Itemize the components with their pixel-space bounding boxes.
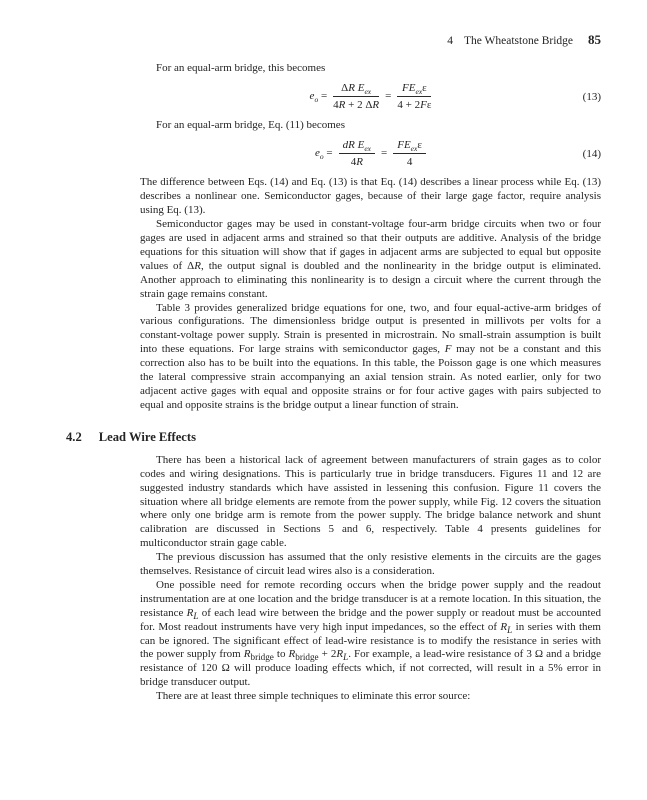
eq13-equation-number: (13) (582, 90, 601, 103)
intro-line-equal-arm: For an equal-arm bridge, this becomes (156, 62, 326, 74)
eq13-numerator-1: ΔR $E_{ex}$ (333, 82, 379, 97)
eq13-equals-sign: = (385, 90, 392, 103)
section-title: Lead Wire Effects (98, 429, 196, 444)
section-heading (66, 430, 601, 445)
equation-14 (140, 133, 601, 176)
eq13-lhs: $e_o$ = (309, 90, 328, 105)
equation-14-body (315, 139, 426, 168)
eq14-numerator-1: dR $E_{ex}$ (339, 139, 375, 154)
eq14-fraction-2 (393, 139, 426, 168)
para-difference: The difference between Eqs. (14) and Eq. (13) is that Eq. (14) describes a linear process while Eq. (13) describes a nonlinear one. Semiconductor gages, because of their large gage factor, require analysis using Eq. (13). (140, 176, 601, 217)
chapter-number: 4 (447, 35, 453, 47)
intro-line-eq11: For an equal-arm bridge, Eq. (11) becomes (156, 119, 345, 132)
eq14-denominator-1: 4R (350, 155, 363, 168)
section-number: 4.2 (66, 429, 82, 444)
eq14-lhs: $e_o$ = (315, 147, 333, 162)
para-history: There has been a historical lack of agreement between manufacturers of strain gages as to color codes and wiring designations. This is particularly true in bridge transducers. Figures 11 and 12 are suggested industry standards which have assisted in lessening this confusion. Figure 11 covers the situation where all bridge elements are remote from the power supply, while Fig. 12 covers the situation where only one bridge arm is remote from the power supply. The bridge balance network and shunt calibration are discussed in Sections 5 and 6, respectively. Table 4 presents guidelines for multiconductor strain gage cable. (140, 453, 601, 550)
para-table3: Table 3 provides generalized bridge equations for one, two, and four equal-active-arm bridges of various configurations. The dimensionless bridge output is presented in millivots per volts for a constant-voltage power supply. Strain is presented in microstrain. No small-strain assumption is built into these equations. For large strains with semiconductor gages, F may not be a constant and this correction also has to be built into the equations. In this table, the Poisson gage is one which measures the lateral compressive strain accompanying an axial tension strain. As noted earlier, only for two adjacent active gages with equal and opposite strains or for four active gages with pairs subjected to equal and opposite strains is the bridge output a linear function of strain. (140, 301, 601, 411)
eq14-numerator-2: $FE_{ex}\varepsilon$ (393, 139, 426, 154)
page-number: 85 (588, 32, 601, 47)
eq14-denominator-2: 4 (406, 155, 413, 168)
eq13-denominator-2: 4 + 2Fε (397, 98, 432, 111)
para-semiconductor: Semiconductor gages may be used in constant-voltage four-arm bridge circuits when two or four gages are used in adjacent arms and strained so that their outputs are additive. Analysis of the bridge equations for this situation will show that if gages in adjacent arms are subjected to equal but opposite values of ΔR, the output signal is doubled and the nonlinearity in the bridge output is eliminated. Another approach to eliminating this nonlinearity is to design a circuit where the current through the strain gage remains constant. (140, 218, 601, 300)
eq13-fraction-2 (397, 82, 431, 111)
eq14-equation-number: (14) (582, 147, 601, 160)
para-previous-discussion: The previous discussion has assumed that the only resistive elements in the circuits are the gages themselves. Resistance of circuit lead wires also is a consideration. (140, 551, 601, 578)
body-column (66, 62, 601, 704)
para-remote-recording: One possible need for remote recording occurs when the bridge power supply and the readout instrumentation are at one location and the bridge transducer is at a remote location. In this situation, the resistance $R_L$ of each lead wire between the bridge and the power supply or readout must be accounted for. Most readout instruments have very high input impedances, so the effect of $R_L$ in series with them can be ignored. The significant effect of lead-wire resistance is to modify the resistance in series with the power supply from $R_{bridge}$ to $R_{bridge} + 2R_L$. For example, a lead-wire resistance of 3 Ω and a bridge resistance of 120 Ω will produce loading effects which, if not corrected, will result in a 5% error in bridge transducer output. (140, 578, 601, 689)
equation-13 (140, 76, 601, 119)
eq14-fraction-1 (339, 139, 375, 168)
eq13-numerator-2: $FE_{ex}\varepsilon$ (397, 82, 431, 97)
running-header (66, 33, 601, 48)
para-techniques: There are at least three simple techniques to eliminate this error source: (156, 690, 471, 703)
eq13-fraction-1 (333, 82, 379, 111)
chapter-title: The Wheatstone Bridge (463, 35, 573, 47)
eq13-denominator-1: 4R + 2 ΔR (333, 98, 380, 111)
equation-13-body (310, 82, 432, 111)
eq14-equals-sign: = (381, 147, 388, 160)
